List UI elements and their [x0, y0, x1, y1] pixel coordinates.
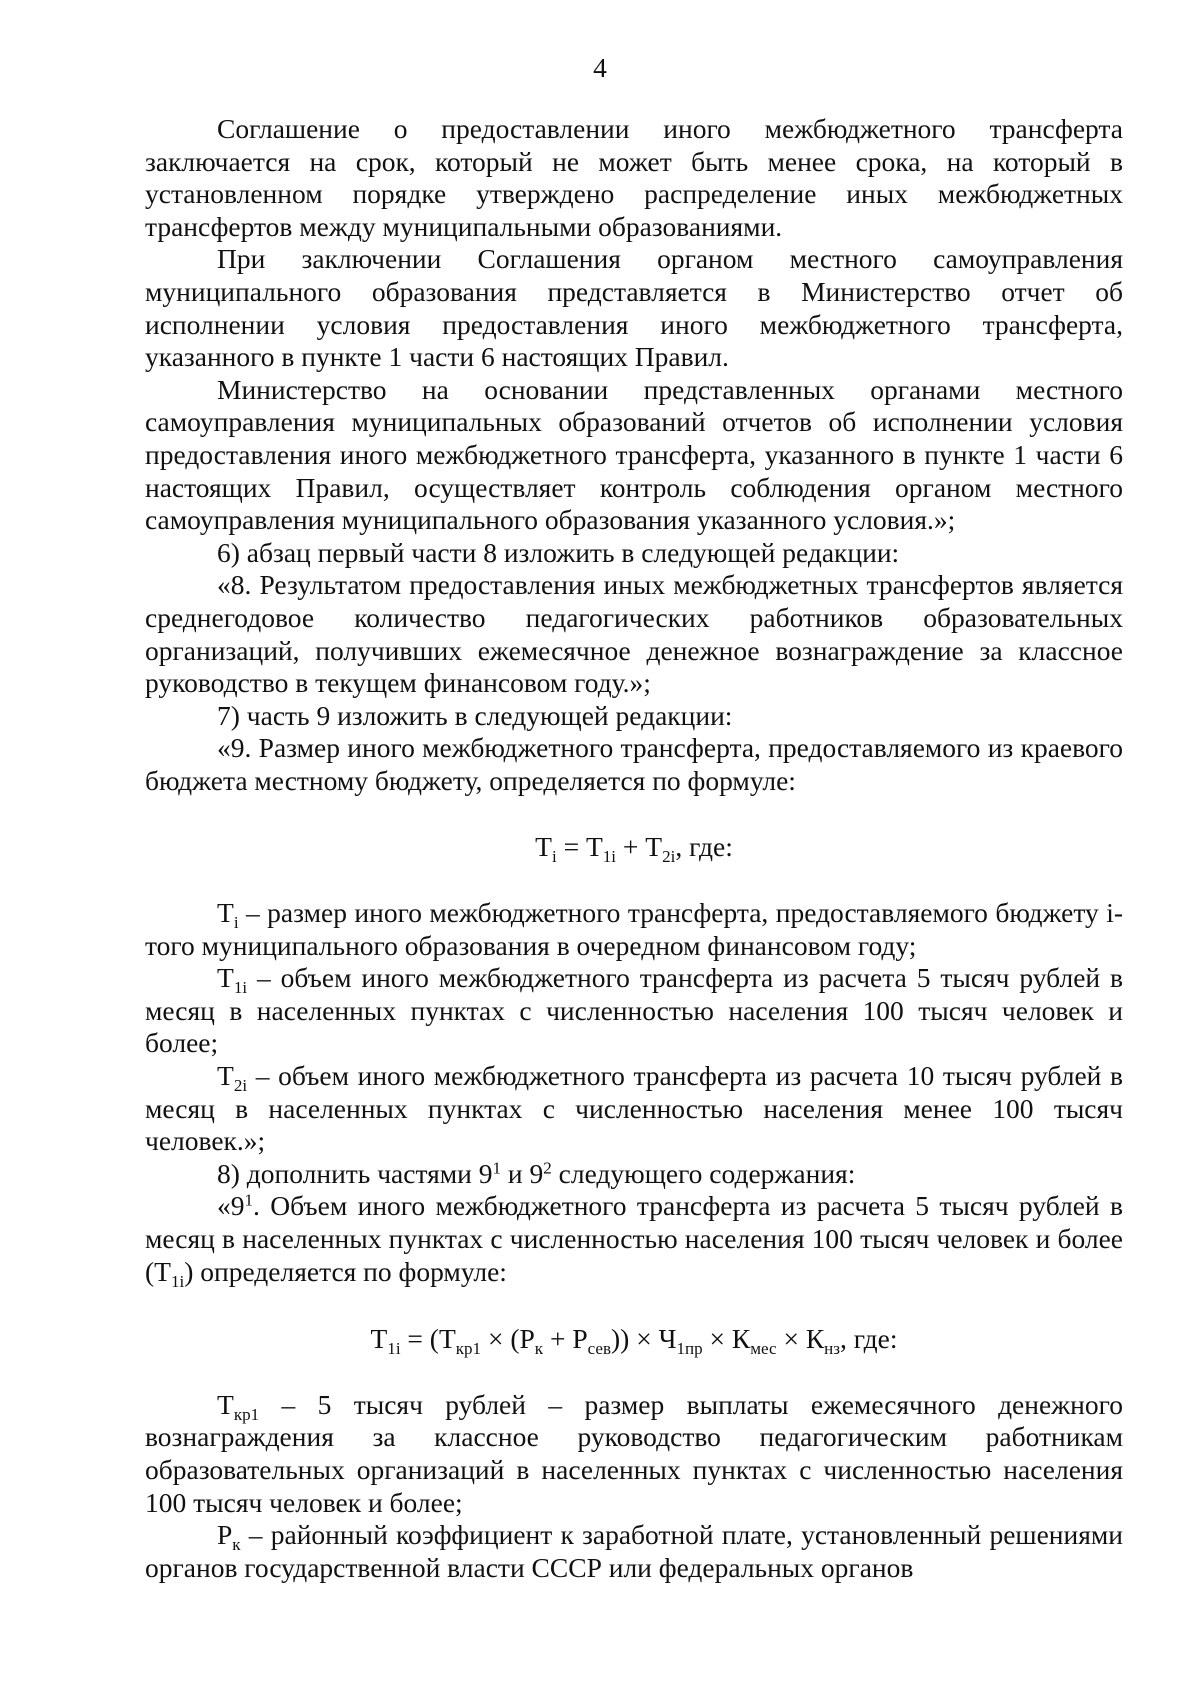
paragraph-item-8: 8) дополнить частями $9^1$ и $9^2$ следующего содержания: — [217, 1157, 856, 1189]
definition-rk: $Р_к$ – районный коэффициент к заработной плате, установленный решениями органов государственной власти СССР или федеральных органов — [145, 1519, 1123, 1583]
paragraph-item-7: 7) часть 9 изложить в следующей редакции: — [217, 699, 733, 731]
paragraph-report: При заключении Соглашения органом местного самоуправления муниципального образования представляется в Министерство отчет об исполнении условия предоставления иного межбюджетного трансферта, указанного в пункте 1 части 6 настоящих Правил. — [145, 243, 1123, 373]
formula-t1i: $Т_{1i} = (Т_{кр1} \times (Р_к + Р_{сев})) \times Ч_{1пр} \times К_{мес} \times К_{нз}$, где: — [370, 1323, 898, 1359]
formula-total-transfer: $Т_i = Т_{1i} + Т_{2i}$, где: — [535, 831, 733, 867]
definition-ti: $Т_i$ – размер иного межбюджетного трансферта, предоставляемого бюджету i-того муниципального образования в очередном финансовом году; — [145, 897, 1123, 961]
definition-t1i: $Т_{1i}$ – объем иного межбюджетного трансферта из расчета 5 тысяч рублей в месяц в населенных пунктах с численностью населения 100 тысяч человек и более; — [145, 962, 1123, 1059]
paragraph-part-9: «9. Размер иного межбюджетного трансферта, предоставляемого из краевого бюджета местному бюджету, определяется по формуле: — [145, 732, 1123, 796]
paragraph-agreement-term: Соглашение о предоставлении иного межбюджетного трансферта заключается на срок, который не может быть менее срока, на который в установленном порядке утверждено распределение иных межбюджетных трансфертов между муниципальными образованиями. — [145, 113, 1123, 242]
paragraph-item-6: 6) абзац первый части 8 изложить в следующей редакции: — [217, 536, 900, 568]
page-number: 4 — [593, 52, 607, 83]
definition-t2i: $Т_{2i}$ – объем иного межбюджетного трансферта из расчета 10 тысяч рублей в месяц в населенных пунктах с численностью населения менее 100 тысяч человек.»; — [145, 1060, 1123, 1157]
definition-tkr1: $Т_{кр1} - 5$ тысяч рублей – размер выплаты ежемесячного денежного вознаграждения за классное руководство педагогическим работникам образовательных организаций в населенных пунктах с численностью населения 100 тысяч человек и более; — [145, 1388, 1123, 1518]
paragraph-control: Министерство на основании представленных органами местного самоуправления муниципальных образований отчетов об исполнении условия предоставления иного межбюджетного трансферта, указанного в пункте 1 части 6 настоящих Правил, осуществляет контроль соблюдения органом местного самоуправления муниципального образования указанного условия.»; — [145, 373, 1123, 536]
document-body — [145, 113, 1123, 1584]
paragraph-part-8: «8. Результатом предоставления иных межбюджетных трансфертов является среднегодовое количество педагогических работников образовательных организаций, получивших ежемесячное денежное вознаграждение за классное руководство в текущем финансовом году.»; — [145, 569, 1123, 699]
paragraph-part-9-1: «$9^1$. Объем иного межбюджетного трансферта из расчета 5 тысяч рублей в месяц в населенных пунктах с численностью населения 100 тысяч человек и более $(Т_{1i})$ определяется по формуле: — [145, 1190, 1123, 1291]
